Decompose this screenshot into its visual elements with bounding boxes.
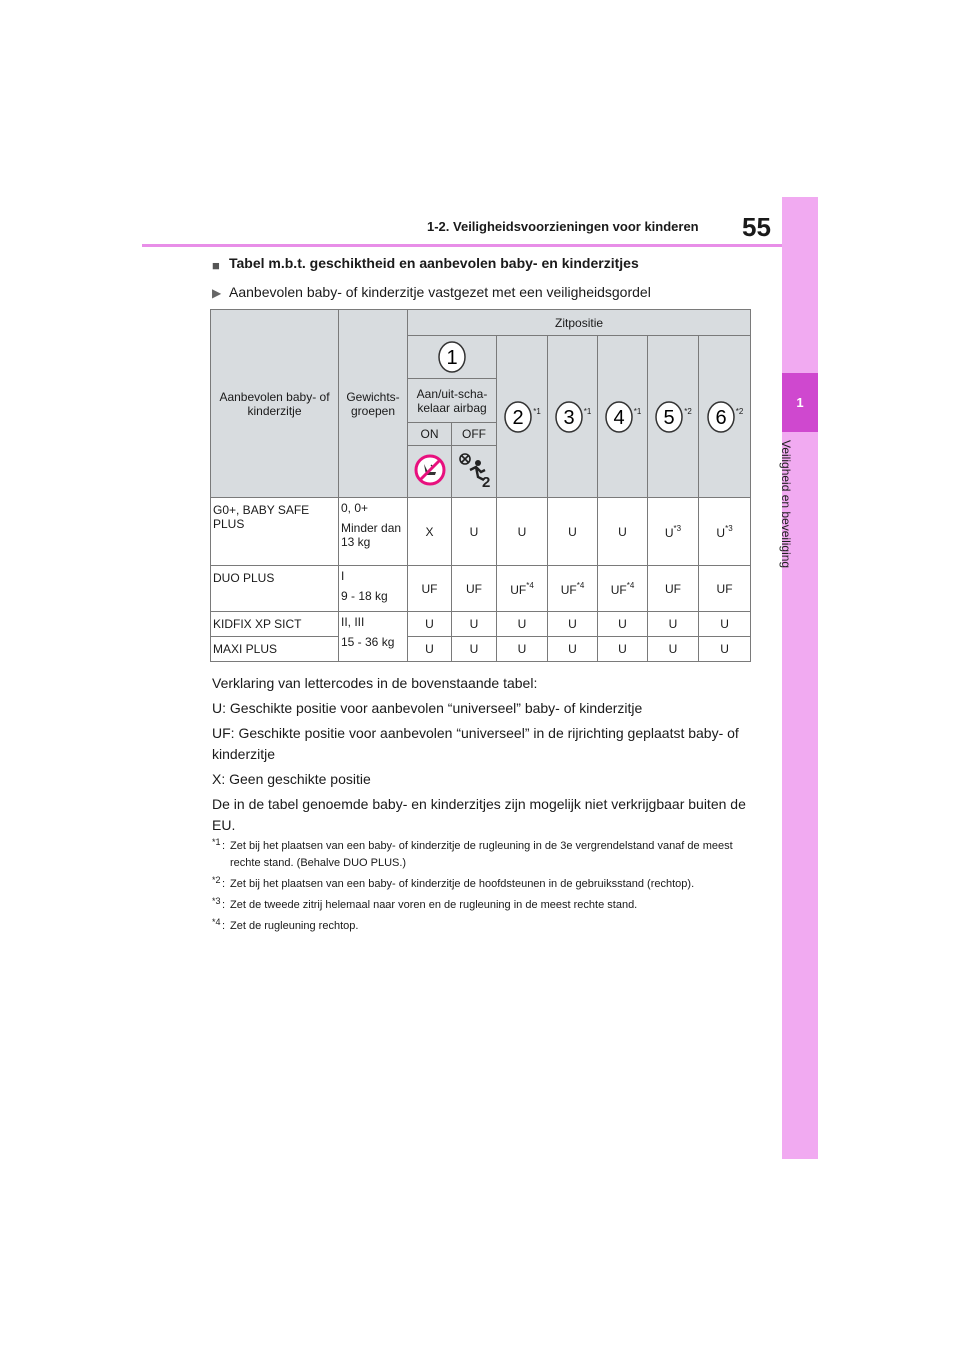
row-weight: 0, 0+ Minder dan 13 kg [339,498,408,566]
seat-6-header [699,336,751,498]
seat-4-header [598,336,648,498]
footnote: *3 : Zet de tweede zitrij helemaal naar voren en de rugleuning in de meest rechte stand. [212,897,752,914]
airbag-off-label: OFF [452,423,497,446]
legend-intro: Verklaring van lettercodes in de bovenstaande tabel: [212,675,538,691]
footnote-text: Zet bij het plaatsen van een baby- of kinderzitje de rugleuning in de 3e vergrendelstand vanaf de meest rechte stand. (Behalve DUO PLUS.) [230,840,733,869]
chapter-number[interactable]: 1 [782,373,818,432]
header-seat-type: Aanbevolen baby- of kinderzitje [211,310,339,498]
airbag-on-label: ON [408,423,452,446]
airbag-on-icon [413,453,447,487]
table-cell: UF$^{*4}$ [598,566,648,612]
airbag-on-cell [408,446,452,498]
table-cell: UF [408,566,452,612]
seat-1-label: 1 [446,347,458,369]
table-cell: U [548,498,598,566]
header-position: Zitpositie [408,310,751,336]
table-cell: U [548,637,598,662]
section-header: 1-2. Veiligheidsvoorzieningen voor kinderen [427,219,699,234]
header-weight-groups: Gewichts-groepen [339,310,408,498]
seat-table [210,309,751,662]
seat-2-note: *1 [533,406,541,416]
table-cell: U [497,498,548,566]
seat-3-label: 3 [563,406,575,429]
airbag-switch-header: Aan/uit-scha-kelaar airbag [408,379,497,423]
table-cell: $U^{*3}$ [699,498,751,566]
footnote-mark: *1 [212,837,221,847]
seat-4-label: 4 [613,406,625,429]
seat-3-header [548,336,598,498]
table-cell: U [699,612,751,637]
airbag-off-cell [452,446,497,498]
table-cell: U [408,637,452,662]
footnote: *2 : Zet bij het plaatsen van een baby- of kinderzitje de hoofdsteunen in de gebruiksstand (rechtop). [212,876,752,893]
footnote-mark: *4 [212,917,221,927]
row-weight: II, III 15 - 36 kg [339,612,408,662]
table-cell: U [497,612,548,637]
availability-note: De in de tabel genoemde baby- en kinderzitjes zijn mogelijk niet verkrijgbaar buiten de EU. [212,796,746,833]
table-cell: $U^{*3}$ [648,498,699,566]
table-cell: U [452,612,497,637]
footnote-text: Zet de rugleuning rechtop. [230,920,359,932]
header-rule [142,244,782,247]
seat-1-header [408,336,497,379]
seat-2-label: 2 [512,406,524,429]
row-name: KIDFIX XP SICT [211,612,339,637]
row-name: G0+, BABY SAFE PLUS [211,498,339,566]
row-name: MAXI PLUS [211,637,339,662]
table-row [211,566,751,612]
row-weight: I 9 - 18 kg [339,566,408,612]
seat-4-note: *1 [633,406,642,416]
table-cell: UF$^{*4}$ [497,566,548,612]
table-cell: U [598,498,648,566]
table-cell: U [452,498,497,566]
table-cell: U [408,612,452,637]
table-row [211,612,751,637]
legend-x: X: Geen geschikte positie [212,771,371,787]
table-cell: U [699,637,751,662]
side-tab [782,197,818,1159]
footnote-mark: *2 [212,875,221,885]
footnote-text: Zet de tweede zitrij helemaal naar voren en de rugleuning in de meest rechte stand. [230,899,638,911]
footnote: *1 : Zet bij het plaatsen van een baby- of kinderzitje de rugleuning in de 3e vergrendelstand vanaf de meest rechte stand. (Behalve DUO PLUS.) [212,838,752,872]
table-cell: UF [452,566,497,612]
legend-u: U: Geschikte positie voor aanbevolen “universeel” baby- of kinderzitje [212,700,643,716]
table-row [211,637,751,662]
table-cell: U [497,637,548,662]
seat-3-note: *1 [583,406,592,416]
seat-6-label: 6 [715,406,727,429]
seat-1-number [437,340,467,374]
svg-text:2: 2 [482,474,491,490]
row-name: DUO PLUS [211,566,339,612]
table-cell: UF [699,566,751,612]
arrow-bullet-icon: ▶ [212,286,222,300]
table-cell: U [598,612,648,637]
airbag-off-icon [456,450,492,490]
table-cell: U [648,612,699,637]
table-cell: UF [648,566,699,612]
table-cell: U [648,637,699,662]
footnote-mark: *3 [212,896,221,906]
page-number: 55 [742,212,771,242]
sub-heading: Aanbevolen baby- of kinderzitje vastgezet met een veiligheidsgordel [229,284,651,300]
table-cell: U [548,612,598,637]
footnote: *4 : Zet de rugleuning rechtop. [212,918,752,935]
seat-5-note: *2 [684,406,692,416]
legend [212,673,752,840]
footnote-text: Zet bij het plaatsen van een baby- of kinderzitje de hoofdsteunen in de gebruiksstand (rechtop). [230,878,695,890]
table-cell: U [452,637,497,662]
main-heading: Tabel m.b.t. geschiktheid en aanbevolen baby- en kinderzitjes [229,255,639,271]
seat-5-label: 5 [663,406,675,429]
table-cell: U [598,637,648,662]
table-row [211,498,751,566]
seat-6-note: *2 [735,406,744,416]
square-bullet-icon: ■ [212,258,220,273]
chapter-title: Veiligheid en beveiliging [779,440,793,569]
seat-5-header [648,336,699,498]
seat-2-header [497,336,548,498]
footnotes [212,838,752,939]
table-cell: X [408,498,452,566]
table-cell: UF$^{*4}$ [548,566,598,612]
legend-uf: UF: Geschikte positie voor aanbevolen “universeel” in de rijrichting geplaatst baby- of kinderzitje [212,725,739,762]
